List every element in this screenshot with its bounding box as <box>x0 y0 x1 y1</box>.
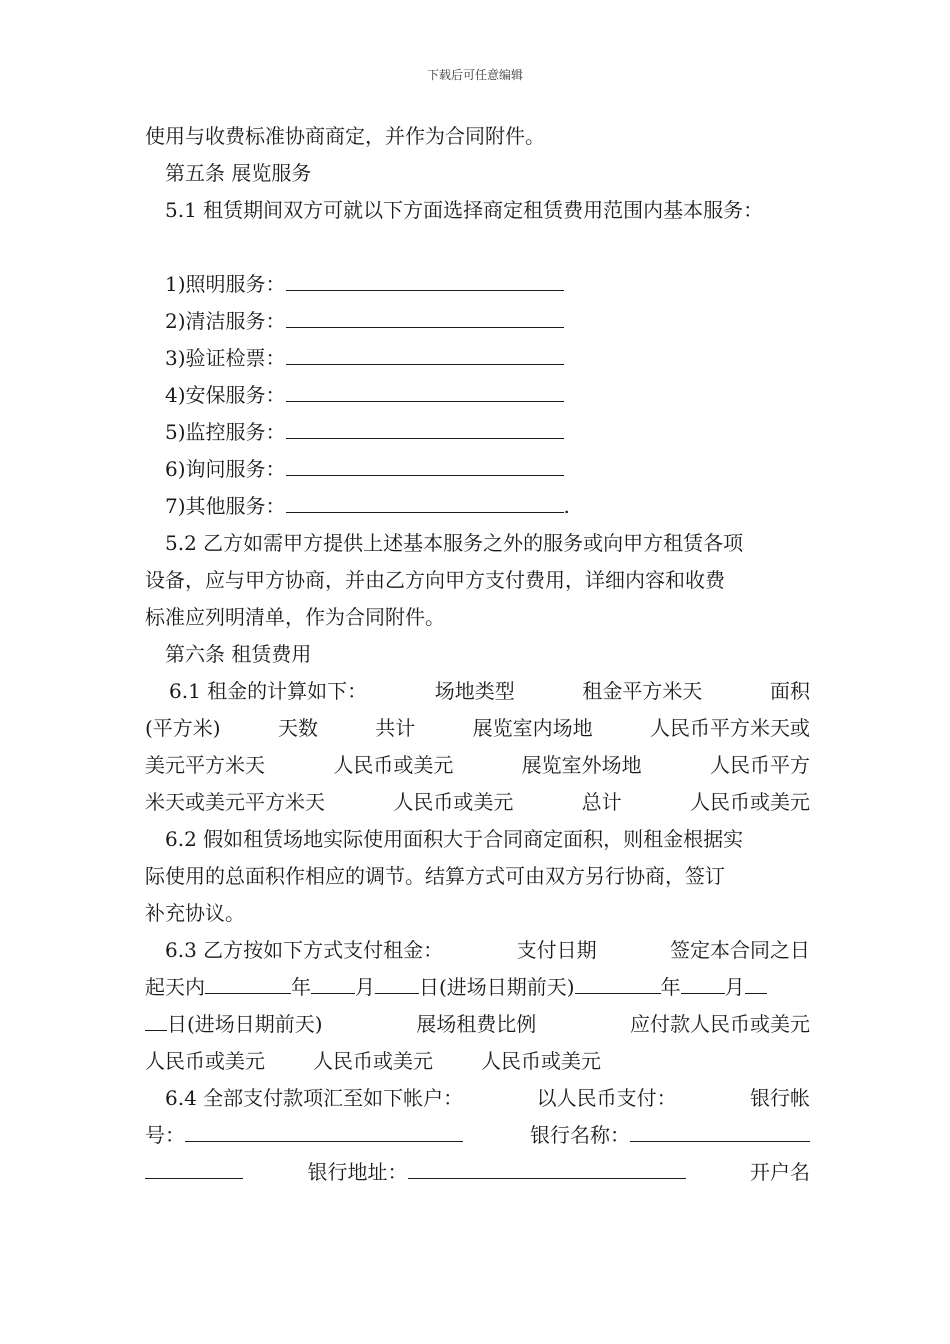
fill-blank[interactable] <box>185 1117 463 1142</box>
fill-blank[interactable] <box>681 969 725 994</box>
text-line: 人民币或美元 人民币或美元 人民币或美元 <box>145 1049 601 1073</box>
fill-blank[interactable] <box>286 414 564 439</box>
article-5-title: 第五条 展览服务 <box>165 161 312 185</box>
fill-blank[interactable] <box>408 1154 686 1179</box>
fill-blank[interactable] <box>630 1117 810 1142</box>
text-line: 米天或美元平方米天 人民币或美元 总计 人民币或美元 <box>145 790 810 814</box>
fill-blank[interactable] <box>575 969 661 994</box>
text-line: 号： 银行名称： <box>145 1117 810 1154</box>
text-line: 设备，应与甲方协商，并由乙方向甲方支付费用，详细内容和收费 <box>145 568 725 592</box>
service-item-5: 5)监控服务： <box>145 414 810 451</box>
text-line: 美元平方米天 人民币或美元 展览室外场地 人民币平方 <box>145 753 810 777</box>
text-line: (平方米) 天数 共计 展览室内场地 人民币平方米天或 <box>145 716 810 740</box>
article-6-title: 第六条 租赁费用 <box>165 642 312 666</box>
fill-blank[interactable] <box>375 969 419 994</box>
fill-blank[interactable] <box>145 1006 167 1031</box>
fill-blank[interactable] <box>286 377 564 402</box>
service-item-2: 2)清洁服务： <box>145 303 810 340</box>
text-line: 际使用的总面积作相应的调节。结算方式可由双方另行协商，签订 <box>145 864 725 888</box>
text-line: 起天内 年 月 日(进场日期前天) 年 月 <box>145 969 810 1006</box>
service-item-1: 1)照明服务： <box>145 266 810 303</box>
fill-blank[interactable] <box>286 303 564 328</box>
text-line: 日(进场日期前天) 展场租费比例 应付款人民币或美元 <box>145 1006 810 1043</box>
text-line: 标准应列明清单，作为合同附件。 <box>145 605 445 629</box>
clause-6-4: 6.4 全部支付款项汇至如下帐户： 以人民币支付： 银行帐 <box>165 1086 810 1110</box>
clause-5-2: 5.2 乙方如需甲方提供上述基本服务之外的服务或向甲方租赁各项 <box>165 531 744 555</box>
fill-blank[interactable] <box>286 266 564 291</box>
text-line: 补充协议。 <box>145 901 245 925</box>
page-header: 下载后可任意编辑 <box>426 68 523 82</box>
fill-blank[interactable] <box>286 488 564 513</box>
service-item-7: 7)其他服务： . <box>145 488 810 525</box>
fill-blank[interactable] <box>145 1154 243 1179</box>
fill-blank[interactable] <box>205 969 291 994</box>
contract-body <box>145 118 810 1191</box>
service-item-6: 6)询问服务： <box>145 451 810 488</box>
clause-6-2: 6.2 假如租赁场地实际使用面积大于合同商定面积，则租金根据实 <box>165 827 744 851</box>
fill-blank[interactable] <box>311 969 355 994</box>
service-item-4: 4)安保服务： <box>145 377 810 414</box>
clause-6-1: 6.1 租金的计算如下： 场地类型 租金平方米天 面积 <box>169 679 810 703</box>
fill-blank[interactable] <box>286 340 564 365</box>
fill-blank[interactable] <box>745 969 767 994</box>
clause-6-3: 6.3 乙方按如下方式支付租金： 支付日期 签定本合同之日 <box>165 938 810 962</box>
clause-5-1: 5.1 租赁期间双方可就以下方面选择商定租赁费用范围内基本服务： <box>165 198 764 222</box>
text-line: 银行地址： 开户名 <box>145 1154 810 1191</box>
fill-blank[interactable] <box>286 451 564 476</box>
service-item-3: 3)验证检票： <box>145 340 810 377</box>
text-line: 使用与收费标准协商商定，并作为合同附件。 <box>145 124 545 148</box>
